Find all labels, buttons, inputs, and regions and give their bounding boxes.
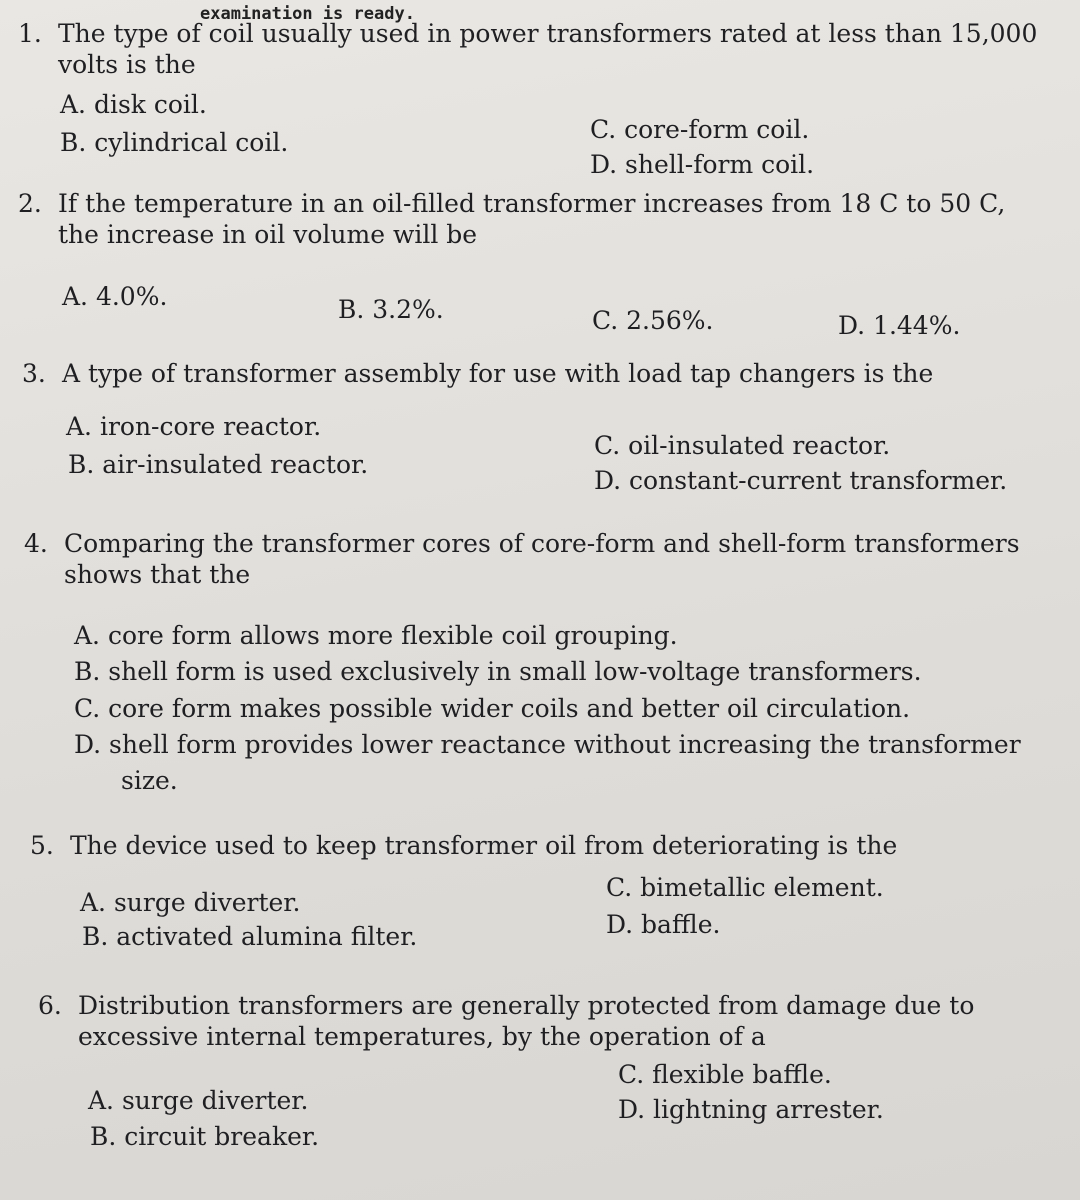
option-b: B. activated alumina filter. xyxy=(82,922,418,951)
option-d: D. lightning arrester. xyxy=(618,1095,884,1124)
option-list xyxy=(34,618,1021,799)
question-number: 6. xyxy=(38,991,62,1020)
question-number: 4. xyxy=(24,529,48,558)
question-2 xyxy=(18,188,1048,251)
option-c: C. 2.56%. xyxy=(592,306,714,335)
question-stem: The device used to keep transformer oil from deteriorating is the xyxy=(70,831,898,860)
page-header-text: examination is ready. xyxy=(200,4,415,24)
option-d: D. constant-current transformer. xyxy=(594,466,1008,495)
option-c: C. bimetallic element. xyxy=(606,873,884,902)
option-b: B. circuit breaker. xyxy=(90,1122,320,1151)
question-number: 2. xyxy=(18,189,42,218)
option-b: B. shell form is used exclusively in small low-voltage transformers. xyxy=(74,657,922,687)
option-d: D. 1.44%. xyxy=(838,311,961,340)
question-5 xyxy=(30,830,1030,861)
option-a: A. surge diverter. xyxy=(80,888,301,917)
option-a: A. disk coil. xyxy=(60,90,207,119)
question-stem: Comparing the transformer cores of core-form and shell-form transformers shows that the xyxy=(64,529,1020,590)
option-d-continued: size. xyxy=(121,766,178,795)
option-b: B. cylindrical coil. xyxy=(60,128,289,157)
question-6 xyxy=(38,990,1038,1053)
question-1 xyxy=(18,18,1058,81)
option-b: B. air-insulated reactor. xyxy=(68,450,369,479)
question-stem: Distribution transformers are generally protected from damage due to excessive internal temperatures, by the operation of a xyxy=(78,991,975,1052)
option-d: D. baffle. xyxy=(606,910,721,939)
option-a: A. surge diverter. xyxy=(88,1086,309,1115)
question-4 xyxy=(24,528,1034,591)
question-stem: The type of coil usually used in power transformers rated at less than 15,000 volts is the xyxy=(58,19,1038,80)
option-c: C. flexible baffle. xyxy=(618,1060,832,1089)
question-stem: A type of transformer assembly for use with load tap changers is the xyxy=(62,359,934,388)
option-a: A. 4.0%. xyxy=(62,282,168,311)
option-d: D. shell form provides lower reactance without increasing the transformer xyxy=(74,729,1021,759)
question-3 xyxy=(22,358,1042,389)
question-number: 1. xyxy=(18,19,42,48)
option-b: B. 3.2%. xyxy=(338,295,444,324)
option-a: A. iron-core reactor. xyxy=(66,412,322,441)
option-c: C. oil-insulated reactor. xyxy=(594,431,891,460)
option-d: D. shell-form coil. xyxy=(590,150,815,179)
option-c: C. core form makes possible wider coils and better oil circulation. xyxy=(74,693,911,723)
option-c: C. core-form coil. xyxy=(590,115,810,144)
question-number: 5. xyxy=(30,831,54,860)
option-a: A. core form allows more flexible coil grouping. xyxy=(74,621,678,650)
question-stem: If the temperature in an oil-filled transformer increases from 18 C to 50 C, the increase in oil volume will be xyxy=(58,189,1006,250)
question-number: 3. xyxy=(22,359,46,388)
